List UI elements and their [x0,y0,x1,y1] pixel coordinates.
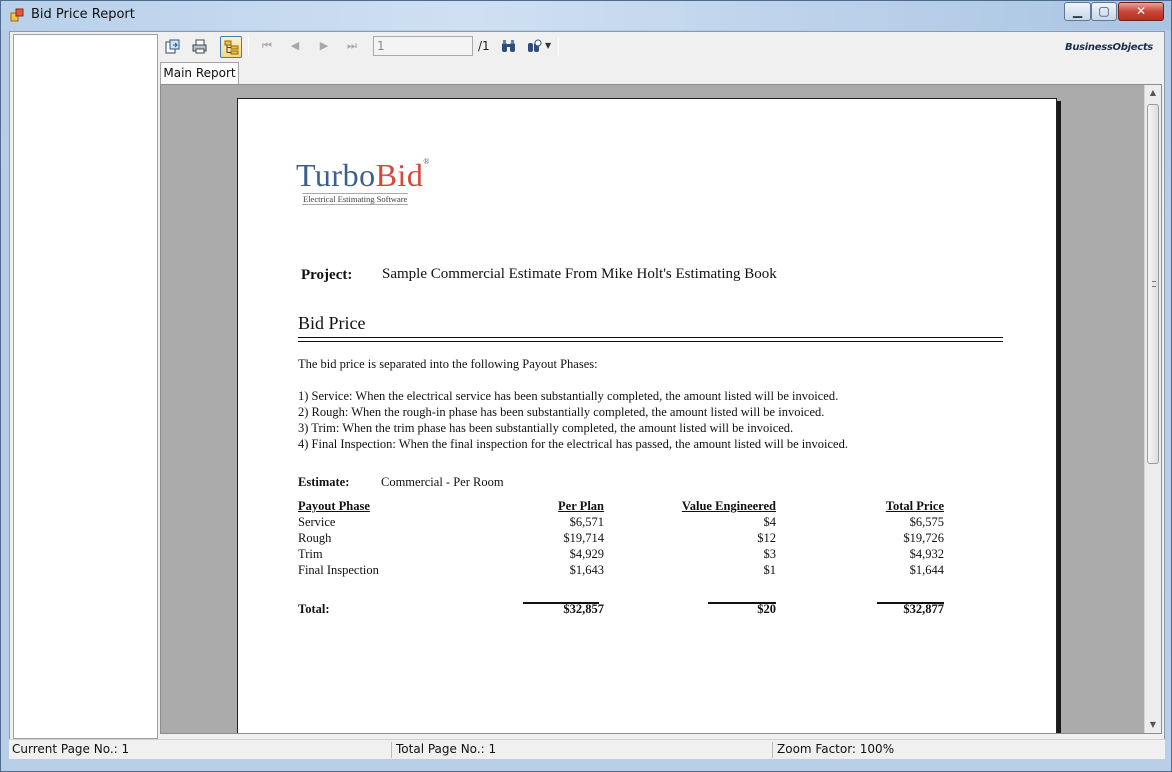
page-total-label: /1 [478,39,490,53]
close-button[interactable] [1118,2,1164,21]
phase-item: 1) Service: When the electrical service has been substantially completed, the amount listed will be invoiced. [298,389,839,403]
page-number-input[interactable]: 1 [373,36,473,56]
table-row: Rough $19,714 $12 $19,726 [298,531,944,545]
report-toolbar [160,33,1162,60]
print-button[interactable] [189,36,211,58]
businessobjects-logo: BusinessObjects [1065,42,1153,53]
group-tree-panel[interactable] [13,34,158,739]
toggle-group-tree-button[interactable] [220,36,242,58]
next-page-icon[interactable]: ▶ [319,39,329,52]
minimize-icon: ▁ [1072,4,1083,18]
report-page [237,98,1057,734]
zoom-icon [527,39,542,54]
binoculars-icon [501,39,516,54]
phase-item: 2) Rough: When the rough-in phase has been substantially completed, the amount listed will be invoiced. [298,405,825,419]
last-page-icon[interactable]: ⏭ [347,39,357,52]
table-row: Service $6,571 $4 $6,575 [298,515,944,529]
table-header: Payout Phase Per Plan Value Engineered Total Price [298,499,944,513]
vertical-scrollbar[interactable] [1144,85,1161,733]
payout-phase-list [298,388,848,452]
status-bar [9,739,1165,759]
find-button[interactable] [498,36,520,58]
printer-icon [192,39,207,54]
zoom-factor-status: Zoom Factor: 100% [777,742,895,756]
group-tree-icon [224,40,239,55]
estimate-label: Estimate: [298,475,350,489]
client-area [9,31,1165,759]
phase-item: 4) Final Inspection: When the final inspection for the electrical has passed, the amount listed will be invoiced. [298,437,848,451]
table-row: Final Inspection $1,643 $1 $1,644 [298,563,944,577]
first-page-icon[interactable]: ⏮ [262,39,272,52]
close-icon: ✕ [1135,4,1147,18]
phase-item: 3) Trim: When the trim phase has been substantially completed, the amount listed will be invoiced. [298,421,794,435]
project-label: Project: [301,267,353,283]
section-title: Bid Price [298,313,366,333]
tab-main-report[interactable]: Main Report [160,62,239,84]
title-bar[interactable] [1,1,1171,30]
estimate-value: Commercial - Per Room [381,475,504,489]
toolbar-separator [248,37,249,56]
scroll-down-icon[interactable]: ▼ [1149,720,1157,729]
intro-text: The bid price is separated into the following Payout Phases: [298,357,598,371]
project-value: Sample Commercial Estimate From Mike Holt's Estimating Book [382,266,777,282]
maximize-icon: ▢ [1098,4,1110,18]
window-title: Bid Price Report [31,7,135,22]
maximize-button[interactable] [1091,2,1117,21]
zoom-button[interactable] [524,36,554,58]
scrollbar-thumb[interactable] [1147,104,1159,464]
table-total-row: Total: $32,857 $20 $32,877 [298,602,944,616]
minimize-button[interactable] [1064,2,1091,21]
export-button[interactable] [162,36,184,58]
scroll-up-icon[interactable]: ▲ [1149,88,1157,97]
current-page-status: Current Page No.: 1 [12,742,130,756]
chevron-down-icon: ▼ [545,41,552,50]
toolbar-separator [558,37,559,56]
previous-page-icon[interactable]: ◀ [290,39,300,52]
report-viewer[interactable] [160,84,1162,734]
app-icon [10,8,24,22]
section-divider [298,337,1003,342]
total-page-status: Total Page No.: 1 [396,742,497,756]
export-icon [165,39,180,54]
table-row: Trim $4,929 $3 $4,932 [298,547,944,561]
turbobid-logo: TurboBid® Electrical Estimating Software [296,157,430,204]
